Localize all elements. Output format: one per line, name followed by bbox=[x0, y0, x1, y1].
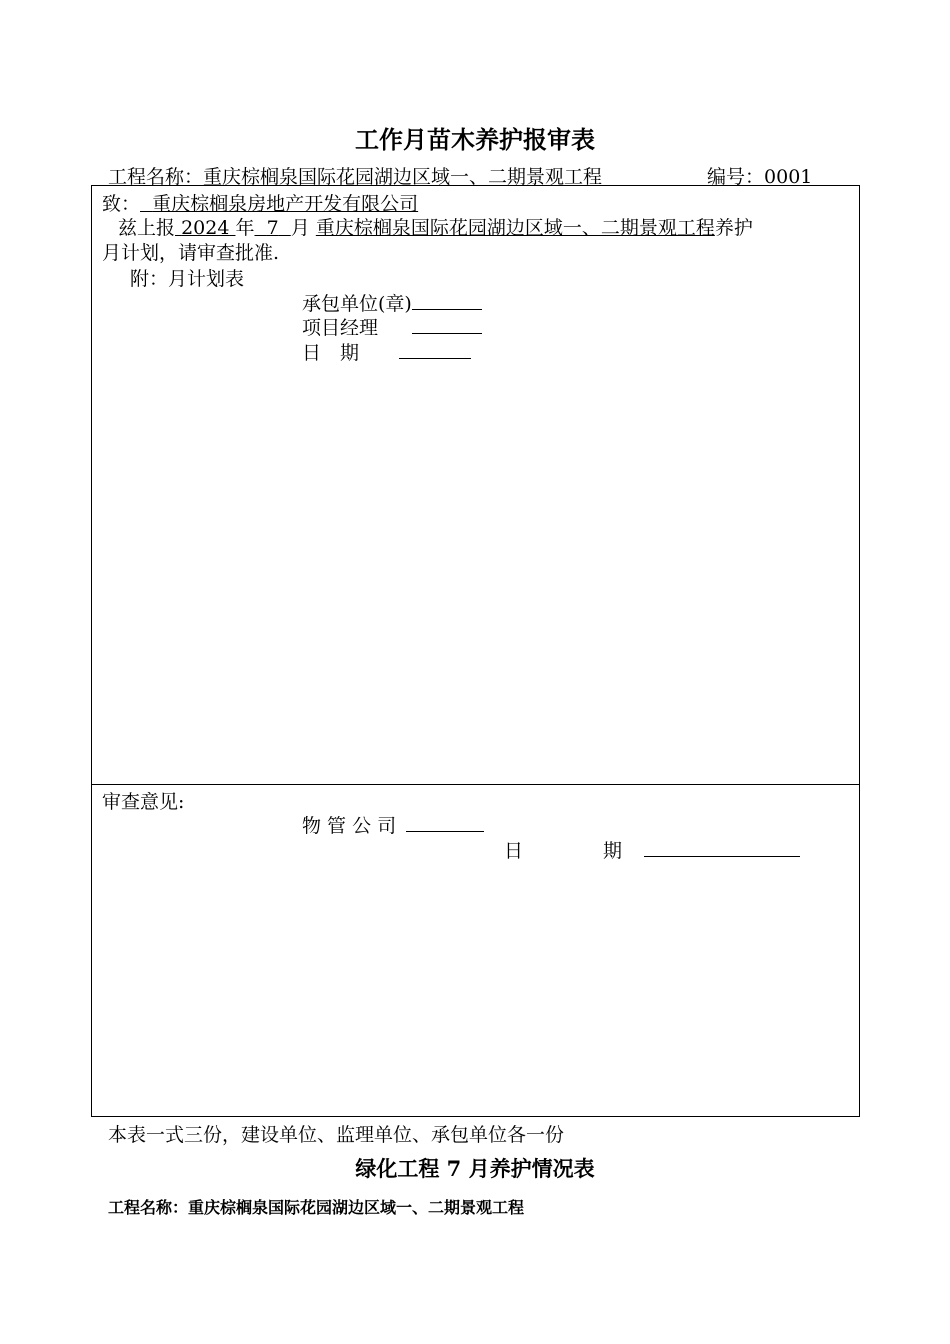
date-signature-line-2 bbox=[644, 838, 800, 857]
date-line-1 bbox=[302, 338, 471, 365]
month-label: 月 bbox=[290, 217, 310, 239]
contractor-line bbox=[302, 289, 482, 316]
property-signature-line bbox=[406, 813, 484, 832]
second-table-project-line: 工程名称：重庆棕榈泉国际花园湖边区域一、二期景观工程 bbox=[108, 1198, 525, 1217]
project-name: 重庆棕榈泉国际花园湖边区域一、二期景观工程 bbox=[203, 166, 603, 188]
date-label-1: 日 期 bbox=[302, 342, 360, 364]
report-project: 重庆棕榈泉国际花园湖边区域一、二期景观工程 bbox=[315, 217, 715, 239]
report-suffix: 养护 bbox=[714, 217, 753, 239]
report-year: 2024 bbox=[181, 217, 230, 239]
number-label: 编号： bbox=[707, 166, 765, 188]
project-label: 工程名称： bbox=[108, 166, 204, 188]
contractor-label: 承包单位(章) bbox=[302, 293, 412, 315]
year-label: 年 bbox=[235, 217, 255, 239]
report-prefix: 兹上报 bbox=[118, 217, 176, 239]
number-value: 0001 bbox=[764, 166, 813, 188]
date-label-2-period: 期 bbox=[603, 840, 623, 862]
manager-signature-line bbox=[412, 315, 482, 334]
to-label: 致： bbox=[102, 193, 141, 215]
date-line-2 bbox=[504, 836, 800, 863]
manager-line bbox=[302, 313, 482, 340]
contractor-signature-line bbox=[412, 291, 482, 310]
property-line bbox=[302, 811, 484, 838]
property-label: 物 管 公 司 bbox=[302, 815, 397, 837]
attachment-line: 附：月计划表 bbox=[130, 268, 245, 290]
second-table-title: 绿化工程 7 月养护情况表 bbox=[355, 1156, 595, 1181]
review-label: 审查意见: bbox=[102, 791, 185, 813]
report-month: 7 bbox=[266, 217, 279, 239]
footnote: 本表一式三份，建设单位、监理单位、承包单位各一份 bbox=[108, 1124, 565, 1146]
report-line-2: 月计划，请审查批准. bbox=[102, 242, 280, 264]
form-title: 工作月苗木养护报审表 bbox=[355, 125, 595, 154]
to-company: 重庆棕榈泉房地产开发有限公司 bbox=[152, 193, 419, 215]
date-signature-line-1 bbox=[399, 340, 471, 359]
manager-label: 项目经理 bbox=[302, 317, 379, 339]
report-line-1 bbox=[118, 213, 753, 240]
addressee-line bbox=[102, 189, 418, 216]
date-label-2-day: 日 bbox=[504, 840, 524, 862]
